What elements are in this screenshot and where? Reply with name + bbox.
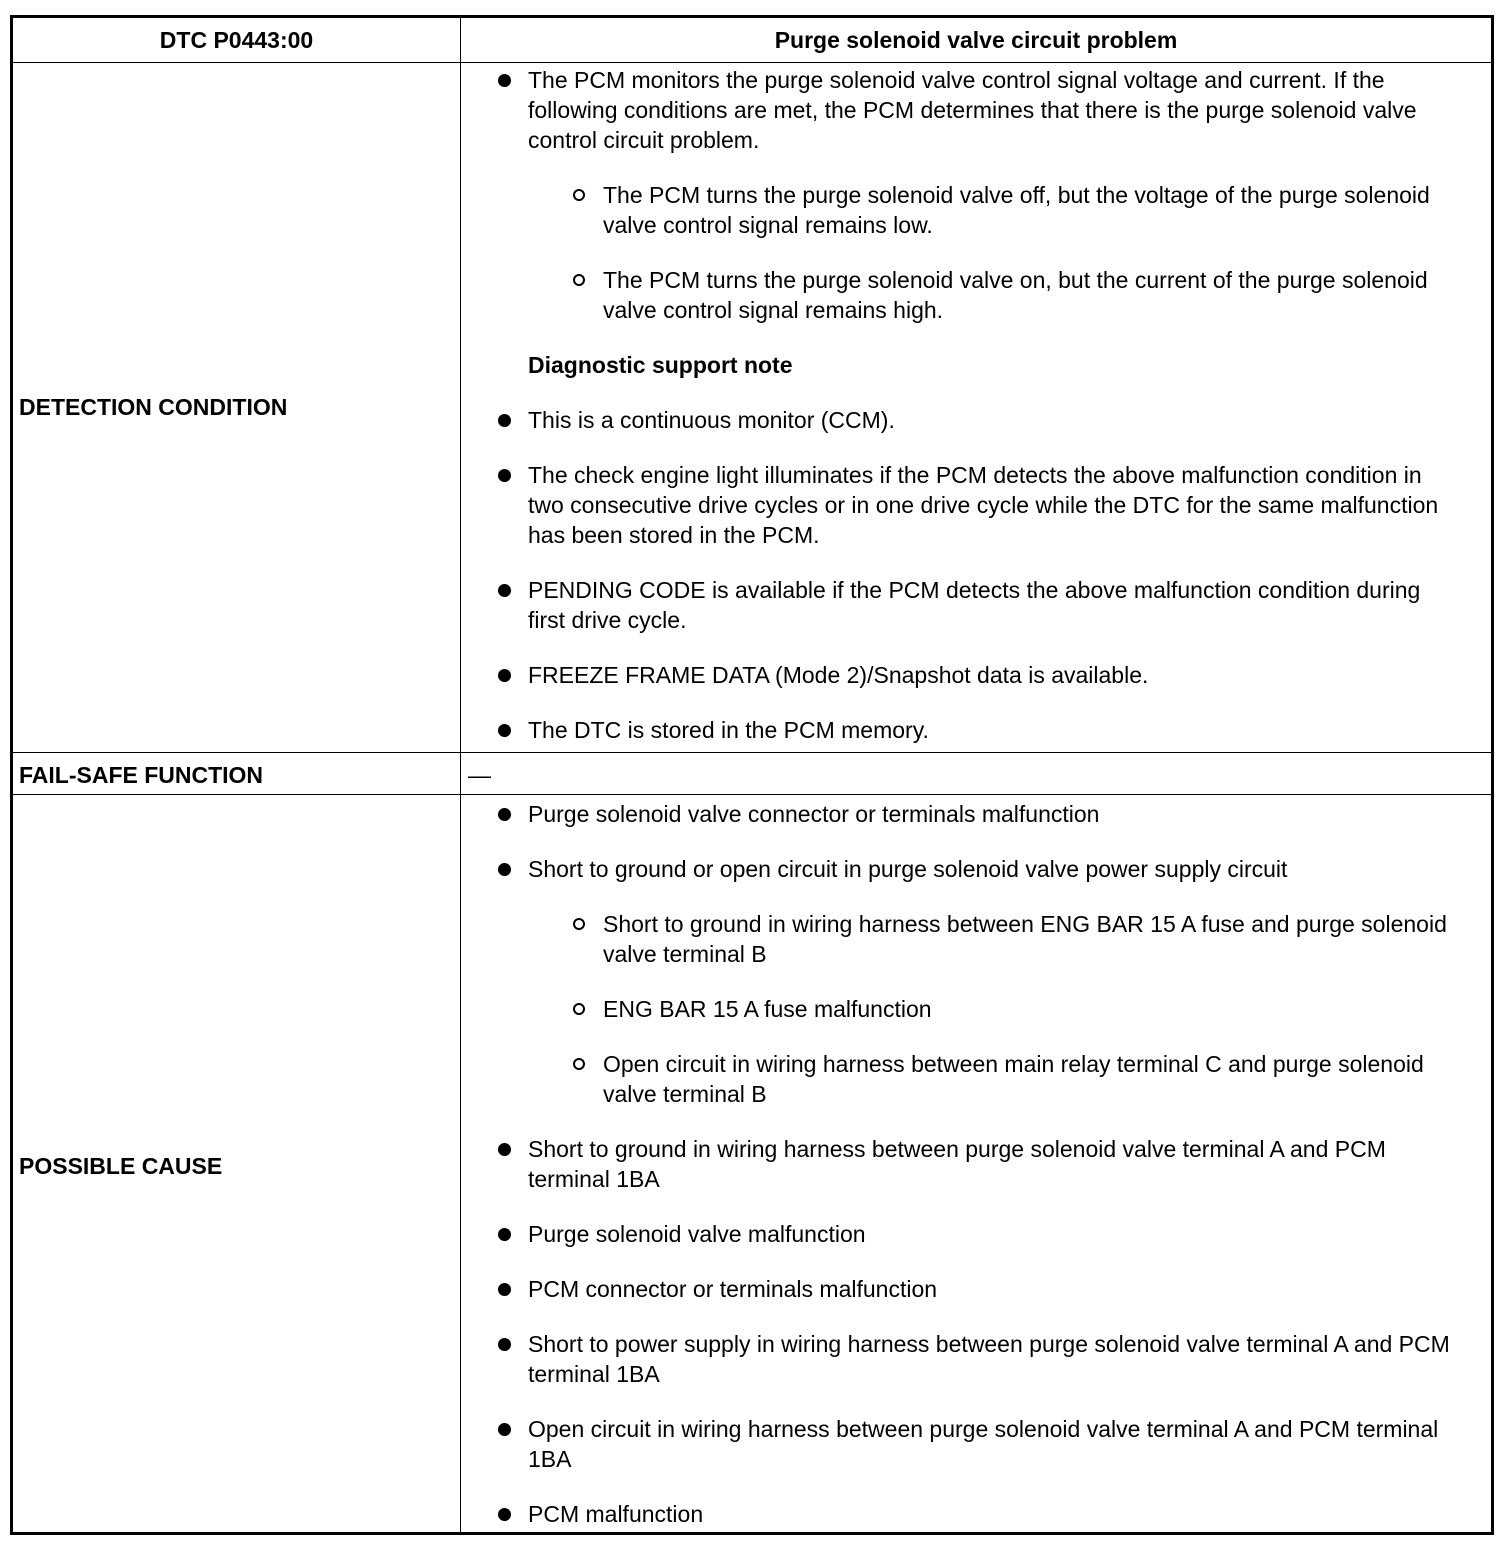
bullet-icon: [498, 584, 511, 597]
diagnostic-note-heading: Diagnostic support note: [528, 352, 793, 378]
cause-item-3: Short to ground in wiring harness between purge solenoid valve terminal A and PCM terminal 1BA: [528, 1136, 1386, 1192]
detection-sub-2: The PCM turns the purge solenoid valve on, but the current of the purge solenoid valve control signal remains high.: [603, 267, 1428, 323]
detection-note-2: The check engine light illuminates if the PCM detects the above malfunction condition in two consecutive drive cycles or in one drive cycle while the DTC for the same malfunction has been stored in the PCM.: [528, 462, 1439, 548]
cause-item-6: Short to power supply in wiring harness between purge solenoid valve terminal A and PCM terminal 1BA: [528, 1331, 1450, 1387]
cause-sub-2: ENG BAR 15 A fuse malfunction: [603, 996, 932, 1022]
bullet-icon: [498, 1338, 511, 1351]
bullet-icon: [498, 808, 511, 821]
row-divider-header: [13, 62, 1491, 63]
sub-bullet-icon: [573, 1058, 585, 1070]
detection-note-4: FREEZE FRAME DATA (Mode 2)/Snapshot data is available.: [528, 662, 1149, 688]
sub-bullet-icon: [573, 274, 585, 286]
sub-bullet-icon: [573, 918, 585, 930]
fail-safe-value: —: [468, 762, 491, 788]
bullet-icon: [498, 74, 511, 87]
dtc-table: [10, 15, 1494, 1535]
dtc-title-header: Purge solenoid valve circuit problem: [774, 26, 1178, 53]
bullet-icon: [498, 1508, 511, 1521]
cause-item-2: Short to ground or open circuit in purge solenoid valve power supply circuit: [528, 856, 1288, 882]
cause-sub-1: Short to ground in wiring harness between ENG BAR 15 A fuse and purge solenoid valve terminal B: [603, 911, 1447, 967]
fail-safe-label: FAIL-SAFE FUNCTION: [19, 762, 264, 788]
bullet-icon: [498, 1283, 511, 1296]
cause-item-4: Purge solenoid valve malfunction: [528, 1221, 866, 1247]
bullet-icon: [498, 469, 511, 482]
bullet-icon: [498, 1143, 511, 1156]
cause-item-5: PCM connector or terminals malfunction: [528, 1276, 938, 1302]
detection-condition-label: DETECTION CONDITION: [19, 394, 288, 420]
bullet-icon: [498, 669, 511, 682]
detection-note-5: The DTC is stored in the PCM memory.: [528, 717, 929, 743]
column-divider: [460, 18, 461, 1532]
bullet-icon: [498, 863, 511, 876]
dtc-code-header: DTC P0443:00: [159, 26, 314, 53]
bullet-icon: [498, 414, 511, 427]
sub-bullet-icon: [573, 189, 585, 201]
row-divider-failsafe: [13, 794, 1491, 795]
bullet-icon: [498, 724, 511, 737]
cause-sub-3: Open circuit in wiring harness between main relay terminal C and purge solenoid valve terminal B: [603, 1051, 1424, 1107]
cause-item-1: Purge solenoid valve connector or terminals malfunction: [528, 801, 1100, 827]
detection-intro: The PCM monitors the purge solenoid valve control signal voltage and current. If the following conditions are met, the PCM determines that there is the purge solenoid valve control circuit problem.: [528, 67, 1417, 153]
bullet-icon: [498, 1423, 511, 1436]
row-divider-detection: [13, 752, 1491, 753]
sub-bullet-icon: [573, 1003, 585, 1015]
detection-note-3: PENDING CODE is available if the PCM detects the above malfunction condition during first drive cycle.: [528, 577, 1421, 633]
bullet-icon: [498, 1228, 511, 1241]
possible-cause-label: POSSIBLE CAUSE: [19, 1153, 223, 1179]
cause-item-8: PCM malfunction: [528, 1501, 704, 1527]
cause-item-7: Open circuit in wiring harness between purge solenoid valve terminal A and PCM terminal 1BA: [528, 1416, 1439, 1472]
detection-note-1: This is a continuous monitor (CCM).: [528, 407, 895, 433]
detection-sub-1: The PCM turns the purge solenoid valve off, but the voltage of the purge solenoid valve control signal remains low.: [603, 182, 1430, 238]
